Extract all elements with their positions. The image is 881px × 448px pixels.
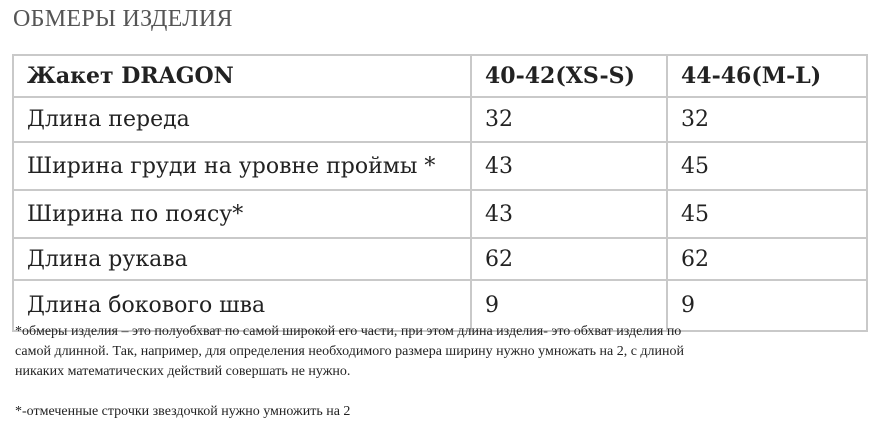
- table-row: [13, 142, 867, 190]
- footnotes: [15, 322, 875, 422]
- header-product-name: Жакет DRAGON: [13, 55, 471, 97]
- table-row: [13, 97, 867, 142]
- measure-label: Ширина по поясу*: [13, 190, 471, 238]
- asterisk-note: *-отмеченные строчки звездочкой нужно умножить на 2: [15, 404, 351, 419]
- measure-label: Ширина груди на уровне проймы *: [13, 142, 471, 190]
- header-size-xs-s: 40-42(XS-S): [471, 55, 667, 97]
- header-size-m-l: 44-46(M-L): [667, 55, 867, 97]
- table-header-row: [13, 55, 867, 97]
- measure-value-m-l: 32: [667, 97, 867, 142]
- measure-value-xs-s: 43: [471, 142, 667, 190]
- measure-label: Длина бокового шва: [13, 280, 471, 331]
- measure-label: Длина переда: [13, 97, 471, 142]
- table-row: [13, 238, 867, 280]
- spacer: [15, 382, 875, 402]
- footnote-line: *обмеры изделия – это полуобхват по самой широкой его части, при этом длина изделия- это обхват изделия по: [15, 324, 682, 339]
- measurements-table: [12, 54, 868, 332]
- measure-value-xs-s: 43: [471, 190, 667, 238]
- footnote-line: никаких математических действий совершать не нужно.: [15, 364, 351, 379]
- measure-value-m-l: 9: [667, 280, 867, 331]
- measure-value-m-l: 45: [667, 142, 867, 190]
- measure-value-xs-s: 32: [471, 97, 667, 142]
- measure-value-m-l: 62: [667, 238, 867, 280]
- measure-value-xs-s: 62: [471, 238, 667, 280]
- footnote-line: самой длинной. Так, например, для определения необходимого размера ширину нужно умножать на 2, с длиной: [15, 344, 684, 359]
- table-row: [13, 190, 867, 238]
- measure-value-xs-s: 9: [471, 280, 667, 331]
- page-title: ОБМЕРЫ ИЗДЕЛИЯ: [13, 6, 233, 32]
- measure-label: Длина рукава: [13, 238, 471, 280]
- measure-value-m-l: 45: [667, 190, 867, 238]
